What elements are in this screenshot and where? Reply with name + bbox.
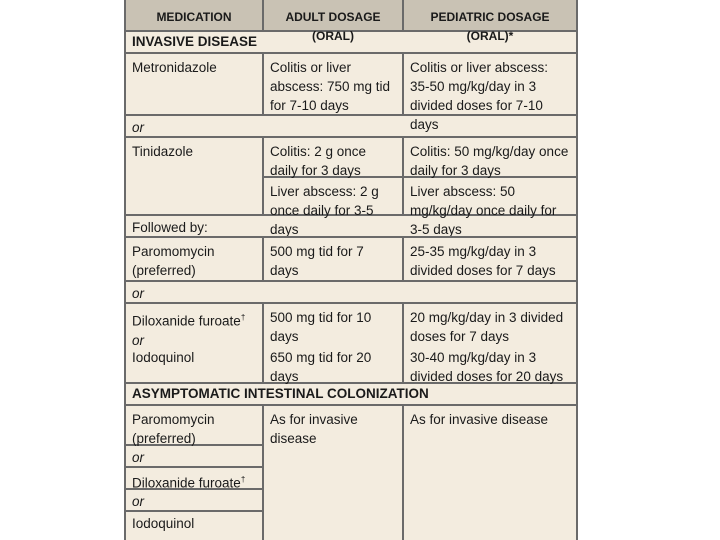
pediatric-dosage: 30-40 mg/kg/day in 3 divided doses for 20 days: [402, 344, 576, 382]
pediatric-dosage: 25-35 mg/kg/day in 3 divided doses for 7 days: [402, 238, 576, 280]
table-row-paromomycin: [126, 238, 576, 282]
or-label: or: [132, 450, 145, 465]
or-label: or: [132, 494, 145, 509]
or-label: or: [132, 286, 145, 301]
table-row-followed-by: [126, 216, 576, 238]
followed-by-label: Followed by:: [132, 220, 208, 235]
pediatric-dosage-liver: Liver abscess: 50 mg/kg/day once daily for 3-5 days: [402, 178, 576, 214]
pediatric-dosage-colitis: Colitis: 50 mg/kg/day once daily for 3 days: [402, 138, 576, 178]
table-row-paromomycin: [126, 406, 262, 446]
adult-dosage: 650 mg tid for 20 days: [262, 344, 402, 382]
table-row-iodoquinol: [126, 344, 576, 384]
or-label: or: [132, 120, 145, 135]
medication-name: Iodoquinol: [132, 350, 195, 365]
section-title: ASYMPTOMATIC INTESTINAL COLONIZATION: [132, 386, 429, 401]
table-row-diloxanide: [126, 304, 576, 348]
section-title: INVASIVE DISEASE: [132, 34, 258, 49]
medication-name: [126, 468, 262, 491]
medication-name: [126, 304, 262, 348]
table-row-or: [126, 116, 576, 138]
dosage-table: [124, 0, 578, 540]
dagger-mark: †: [240, 313, 246, 322]
adult-dosage-merged: As for invasive disease: [262, 406, 402, 540]
medication-name: Paromomycin (preferred): [132, 412, 215, 446]
medication-name: Metronidazole: [132, 60, 217, 75]
header-medication: MEDICATION: [156, 10, 232, 24]
diloxanide-label: Diloxanide furoate: [132, 313, 241, 329]
section-asymptomatic: [126, 384, 576, 406]
header-pediatric-dosage: PEDIATRIC DOSAGE (ORAL)*: [402, 0, 576, 30]
adult-dosage: Colitis or liver abscess: 750 mg tid for 7-10 days: [262, 54, 402, 114]
adult-dosage: 500 mg tid for 7 days: [262, 238, 402, 280]
or-label: or: [132, 332, 145, 348]
medication-name: Iodoquinol: [132, 516, 195, 531]
medication-name: Tinidazole: [132, 144, 194, 159]
section-invasive-disease: [126, 32, 576, 54]
table-row-diloxanide: [126, 468, 262, 490]
adult-dosage: 500 mg tid for 10 days: [262, 304, 402, 344]
table-row-metronidazole: [126, 54, 576, 132]
header-adult-dosage: ADULT DOSAGE (ORAL): [262, 0, 402, 30]
diloxanide-label: Diloxanide furoate: [132, 475, 241, 491]
adult-dosage-liver: Liver abscess: 2 g once daily for 3-5 days: [262, 178, 402, 214]
adult-dosage-colitis: Colitis: 2 g once daily for 3 days: [262, 138, 402, 178]
pediatric-dosage: 20 mg/kg/day in 3 divided doses for 7 days: [402, 304, 576, 344]
pediatric-dosage-merged: As for invasive disease: [402, 406, 576, 540]
pediatric-dosage: Colitis or liver abscess: 35-50 mg/kg/day in 3 divided doses for 7-10 days: [402, 54, 576, 114]
table-row-or: [126, 490, 262, 512]
table-row-or: [126, 282, 576, 304]
dagger-mark: †: [240, 475, 246, 484]
medication-name: Paromomycin (preferred): [132, 244, 215, 278]
table-row-or: [126, 446, 262, 468]
table-row-iodoquinol: [126, 512, 262, 540]
